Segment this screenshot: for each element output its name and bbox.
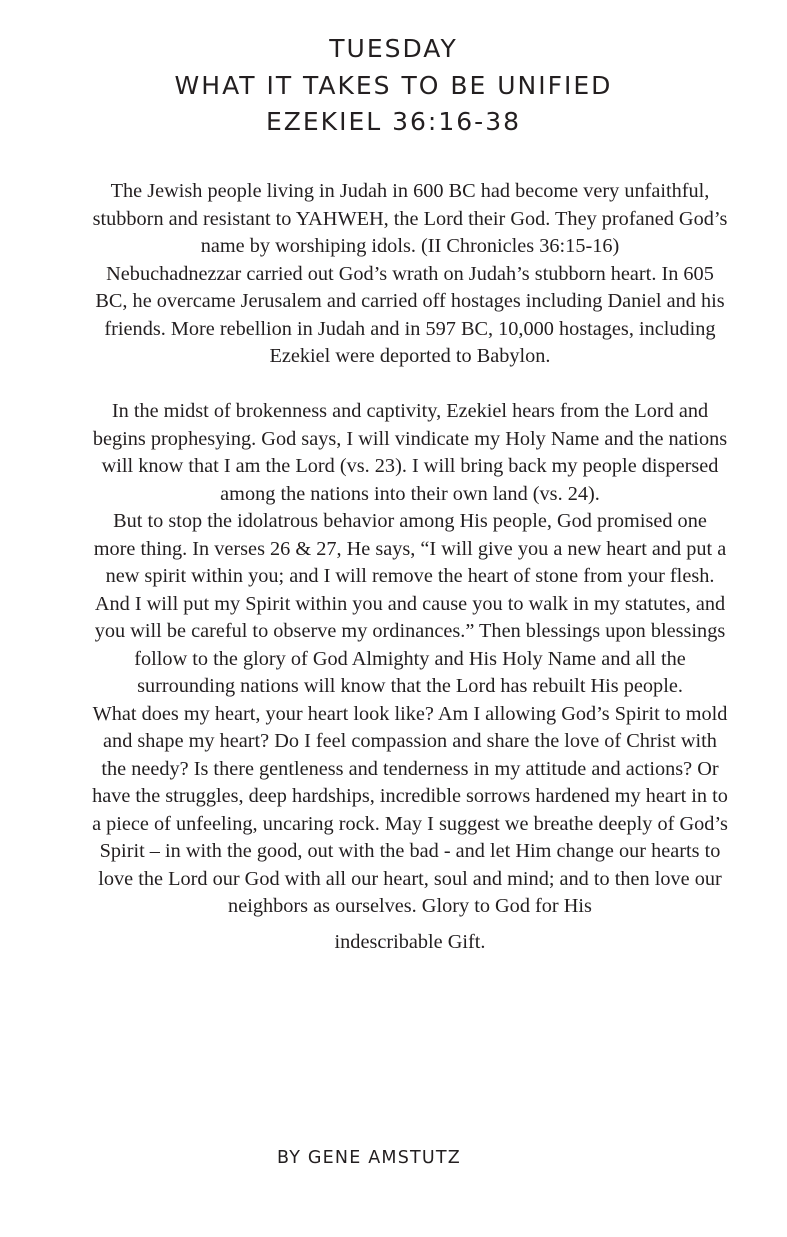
day-heading: TUESDAY xyxy=(329,34,458,63)
reflection-text: What does my heart, your heart look like? Am I allowing God’s Spirit to mold and shape my heart? Do I feel compassion and share the love of Christ with the needy? Is there gentleness and tenderness in my attitude and actions? Or have the struggles, deep hardships, incredible sorrows hardened my heart in to a piece of unfeeling, uncaring rock. May I suggest we breathe deeply of God’s Spirit – in with the good, out with the bad - and let Him change our hearts to love the Lord our God with all our heart, soul and mind; and to then love our neighbors as ourselves. Glory to God for His xyxy=(92,702,728,917)
paragraph-reflection xyxy=(92,701,728,957)
paragraph-new-heart: But to stop the idolatrous behavior among His people, God promised one more thing. In verses 26 & 27, He says, “I will give you a new heart and put a new spirit within you; and I will remove the heart of stone from your flesh. And I will put my Spirit within you and cause you to walk in my statutes, and you will be careful to observe my ordinances.” Then blessings upon blessings follow to the glory of God Almighty and His Holy Name and all the surrounding nations will know that the Lord has rebuilt His people. xyxy=(93,510,727,697)
scripture-reference: EZEKIEL 36:16-38 xyxy=(265,107,522,136)
devotional-header xyxy=(0,31,787,141)
paragraph-exile: Nebuchadnezzar carried out God’s wrath on Judah’s stubborn heart. In 605 BC, he overcame Jerusalem and carried off hostages including Daniel and his friends. More rebellion in Judah and in 597 BC, 10,000 hostages, including Ezekiel were deported to Babylon. xyxy=(95,262,725,367)
closing-line: indescribable Gift. xyxy=(334,930,486,953)
paragraph-background: The Jewish people living in Judah in 600 BC had become very unfaithful, stubborn and resistant to YAHWEH, the Lord their God. They profaned God’s name by worshiping idols. (II Chronicles 36:15-16) xyxy=(92,180,728,257)
author-byline: BY GENE AMSTUTZ xyxy=(277,1148,461,1168)
paragraph-prophecy: In the midst of brokenness and captivity, Ezekiel hears from the Lord and begins prophesying. God says, I will vindicate my Holy Name and the nations will know that I am the Lord (vs. 23). I will bring back my people dispersed among the nations into their own land (vs. 24). xyxy=(92,400,728,505)
devotional-body xyxy=(92,178,728,956)
page-title: WHAT IT TAKES TO BE UNIFIED xyxy=(174,70,613,100)
